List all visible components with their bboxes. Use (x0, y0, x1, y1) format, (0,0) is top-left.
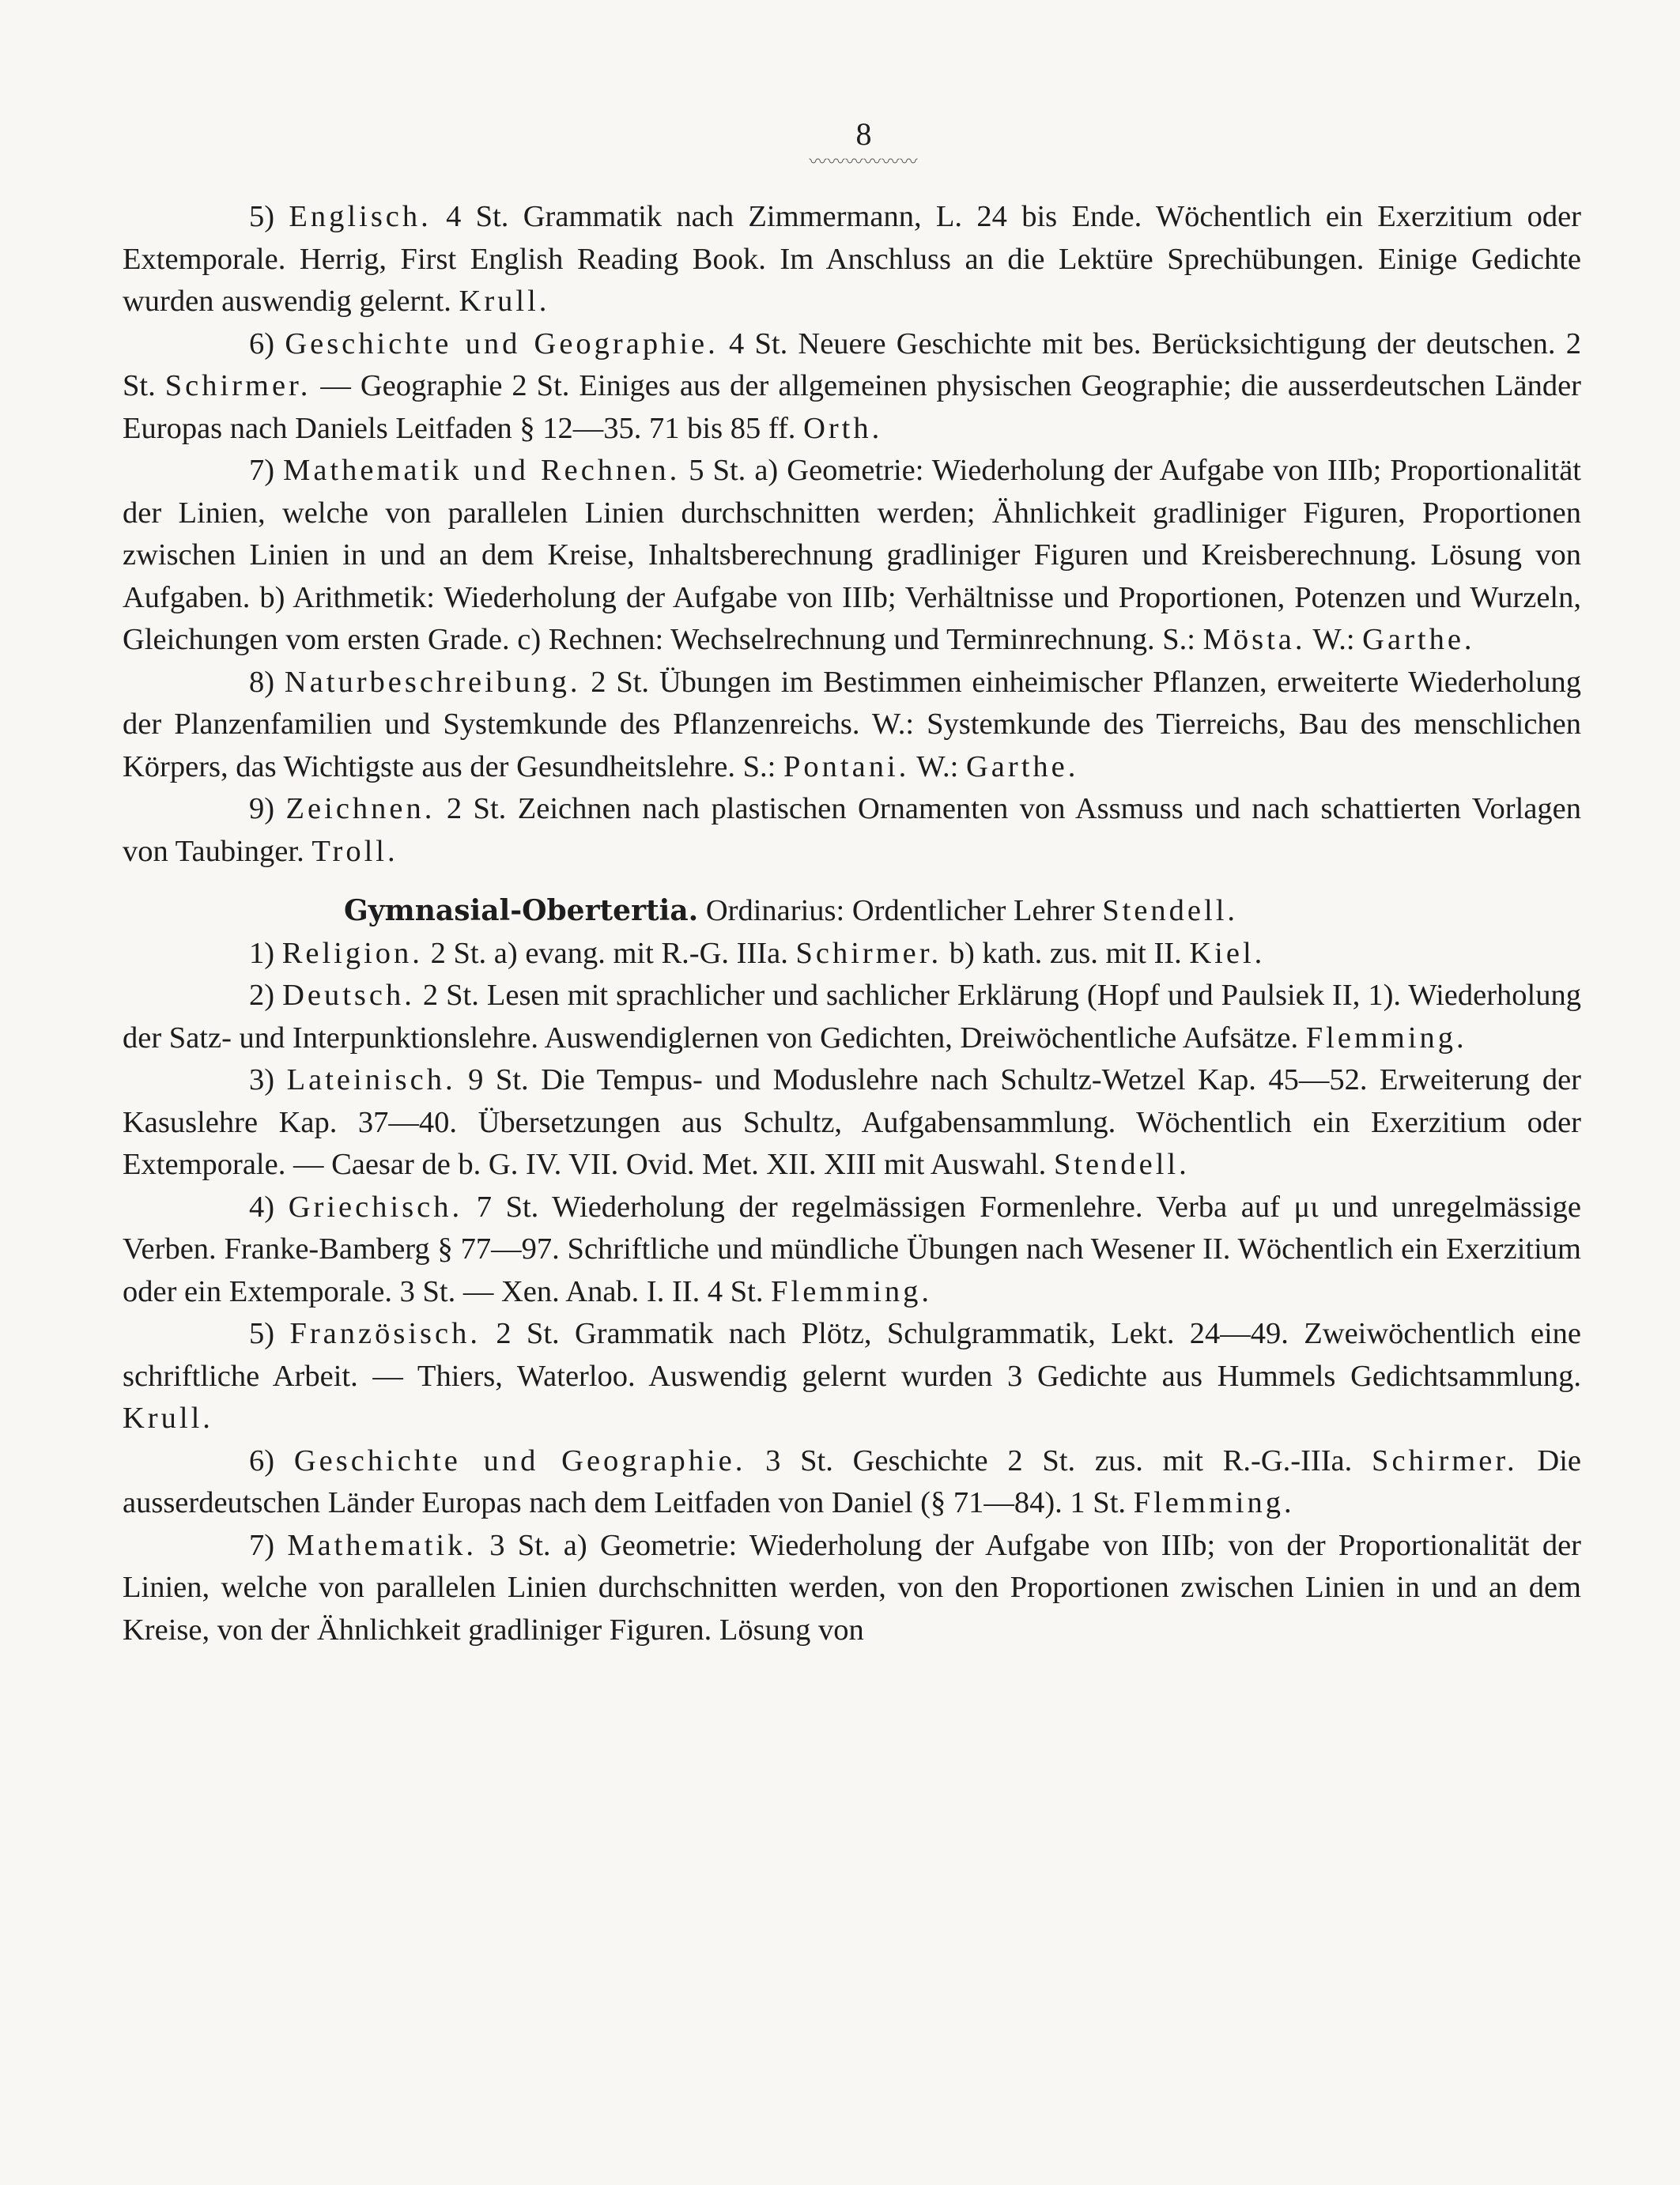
teacher-name: Garthe. (1362, 623, 1475, 656)
paragraph-lateinisch: 3) Lateinisch. 9 St. Die Tempus- und Moduslehre nach Schultz-Wetzel Kap. 45—52. Erweiterung der Kasuslehre Kap. 37—40. Übersetzungen aus Schultz, Aufgabensammlung. Wöchentlich ein Exerzitium oder Extemporale. — Caesar de b. G. IV. VII. Ovid. Met. XII. XIII mit Auswahl. Stendell. (123, 1063, 1581, 1181)
subject-label: Naturbeschreibung. (284, 665, 581, 699)
page-number: 8 (855, 116, 872, 152)
teacher-name: Schirmer. (795, 936, 942, 970)
paragraph-mathematik: 7) Mathematik und Rechnen. 5 St. a) Geometrie: Wiederholung der Aufgabe von IIIb; Proportionalität der Linien, welche von parallelen Linien durchschnitten werden; Ähnlichkeit gradliniger Figuren, Proportionen zwischen Linien in und an dem Kreise, Inhaltsberechnung gradliniger Figuren und Kreisberechnung. Lösung von Aufgaben. b) Arithmetik: Wiederholung der Aufgabe von IIIb; Verhältnisse und Proportionen, Potenzen und Wurzeln, Gleichungen vom ersten Grade. c) Rechnen: Wechselrechnung und Terminrechnung. S.: Mösta. W.: Garthe. (123, 454, 1581, 656)
subject-label: Griechisch. (288, 1190, 463, 1224)
paragraph-mathematik-2: 7) Mathematik. 3 St. a) Geometrie: Wiederholung der Aufgabe von IIIb; von der Proportionalität der Linien, welche von parallelen Linien durchschnitten werden, von den Proportionen zwischen Linien in und an dem Kreise, von der Ähnlichkeit gradliniger Figuren. Lösung von (123, 1528, 1581, 1647)
teacher-name: Pontani. (783, 749, 910, 783)
subject-label: Zeichnen. (285, 792, 436, 825)
paragraph-religion: 1) Religion. 2 St. a) evang. mit R.-G. IIIa. Schirmer. b) kath. zus. mit II. Kiel. (249, 936, 1266, 970)
paragraph-englisch: 5) Englisch. 4 St. Grammatik nach Zimmermann, L. 24 bis Ende. Wöchentlich ein Exerzitium oder Extemporale. Herrig, First English Reading Book. Im Anschluss an die Lektüre Sprechübungen. Einige Gedichte wurden auswendig gelernt. Krull. (123, 200, 1581, 318)
subject-label: Lateinisch. (286, 1063, 456, 1096)
ordinarius-name: Stendell. (1102, 894, 1239, 927)
subject-label: Deutsch. (282, 979, 415, 1012)
paragraph-zeichnen: 9) Zeichnen. 2 St. Zeichnen nach plastischen Ornamenten von Assmuss und nach schattierten Vorlagen von Taubinger. Troll. (123, 792, 1581, 868)
teacher-name: Kiel. (1189, 936, 1266, 970)
paragraph-naturbeschreibung: 8) Naturbeschreibung. 2 St. Übungen im Bestimmen einheimischer Pflanzen, erweiterte Wiederholung der Planzenfamilien und Systemkunde des Pflanzenreichs. W.: Systemkunde des Tierreichs, Bau des menschlichen Körpers, das Wichtigste aus der Gesundheitslehre. S.: Pontani. W.: Garthe. (123, 665, 1581, 783)
teacher-name: Stendell. (1053, 1148, 1190, 1181)
teacher-name: Krull. (459, 285, 550, 318)
teacher-name: Mösta. (1202, 623, 1306, 656)
teacher-name: Flemming. (1305, 1021, 1467, 1055)
teacher-name: Orth. (803, 411, 883, 445)
teacher-name: Krull. (123, 1402, 213, 1435)
teacher-name: Schirmer. (164, 369, 311, 402)
teacher-name: Flemming. (1133, 1486, 1295, 1519)
paragraph-geschichte-2: 6) Geschichte und Geographie. 3 St. Geschichte 2 St. zus. mit R.-G.-IIIa. Schirmer. Die ausserdeutschen Länder Europas nach dem Leitfaden von Daniel (§ 71—84). 1 St. Flemming. (123, 1443, 1582, 1519)
subject-label: Geschichte und Geographie. (285, 326, 719, 360)
subject-label: Englisch. (289, 200, 432, 233)
subject-label: Französisch. (289, 1317, 481, 1350)
subject-label: Religion. (281, 936, 423, 970)
subject-label: Geschichte und Geographie. (293, 1443, 746, 1477)
paragraph-franzoesisch: 5) Französisch. 2 St. Grammatik nach Plötz, Schulgrammatik, Lekt. 24—49. Zweiwöchentlich eine schriftliche Arbeit. — Thiers, Waterloo. Auswendig gelernt wurden 3 Gedichte aus Hummels Gedichtsammlung. Krull. (123, 1317, 1582, 1435)
paragraph-geschichte: 6) Geschichte und Geographie. 4 St. Neuere Geschichte mit bes. Berücksichtigung der deutschen. 2 St. Schirmer. — Geographie 2 St. Einiges aus der allgemeinen physischen Geographie; die ausserdeutschen Länder Europas nach Daniels Leitfaden § 12—35. 71 bis 85 ff. Orth. (123, 326, 1582, 445)
subject-label: Mathematik und Rechnen. (283, 454, 681, 487)
ornament-rule: 〰〰〰〰〰〰 (809, 152, 919, 172)
body-text (123, 196, 1581, 1651)
subject-label: Mathematik. (287, 1528, 478, 1562)
class-title: Gymnasial-Obertertia. (344, 894, 699, 927)
section-heading: Gymnasial-Obertertia. Ordinarius: Ordentlicher Lehrer Stendell. (344, 894, 1239, 927)
teacher-name: Garthe. (965, 749, 1079, 783)
teacher-name: Flemming. (771, 1274, 933, 1308)
teacher-name: Schirmer. (1372, 1443, 1518, 1477)
paragraph-griechisch: 4) Griechisch. 7 St. Wiederholung der regelmässigen Formenlehre. Verba auf μι und unregelmässige Verben. Franke-Bamberg § 77—97. Schriftliche und mündliche Übungen nach Wesener II. Wöchentlich ein Exerzitium oder ein Extemporale. 3 St. — Xen. Anab. I. II. 4 St. Flemming. (123, 1190, 1582, 1308)
paragraph-deutsch: 2) Deutsch. 2 St. Lesen mit sprachlicher und sachlicher Erklärung (Hopf und Paulsiek II, 1). Wiederholung der Satz- und Interpunktionslehre. Auswendiglernen von Gedichten, Dreiwöchentliche Aufsätze. Flemming. (123, 979, 1581, 1055)
teacher-name: Troll. (311, 834, 398, 868)
